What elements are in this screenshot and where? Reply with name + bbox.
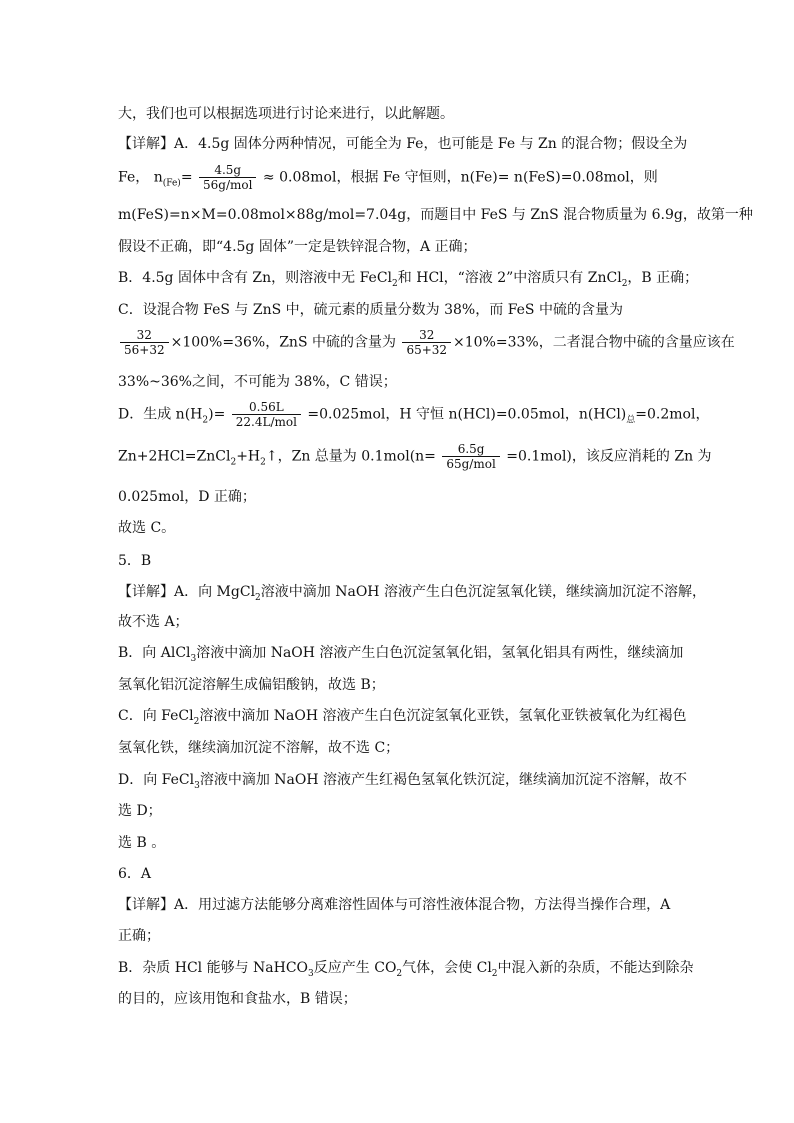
text-line: 故选 C。 <box>118 520 176 536</box>
text-line: B．向 AlCl$_3$溶液中滴加 NaOH 溶液产生白色沉淀氢氧化铝，氢氧化铝具有两性，继续滴加 <box>118 645 684 664</box>
formula-line: Fe， $n_{(Fe)}=$ $\frac{4.5g}{\text{56g/mol}}$ ≈ 0.08mol，根据 Fe 守恒则，n(Fe)= n(FeS)=0.08mol，则 <box>118 163 658 192</box>
text-line: 的目的，应该用饱和食盐水，B 错误； <box>118 991 357 1007</box>
text-line: 【详解】A．向 MgCl$_2$溶液中滴加 NaOH 溶液产生白色沉淀氢氧化镁，继续滴加沉淀不溶解， <box>118 584 706 603</box>
question-number: 6．A <box>118 866 152 882</box>
text-line: 故不选 A； <box>118 614 189 630</box>
text-line: 正确； <box>118 928 160 944</box>
text-line: 【详解】A．用过滤方法能够分离难溶性固体与可溶性液体混合物，方法得当操作合理，A <box>118 897 671 913</box>
formula-line: $\frac{32}{56+32}$ ×100%=36%，ZnS 中硫的含量为 $\frac{32}{65+32}$ ×10%=33%，二者混合物中硫的含量应该在 <box>118 328 735 357</box>
fraction: $\frac{0.56L}{\text{22.4L/mol}}$ <box>232 400 301 429</box>
text-line: 氢氧化铁，继续滴加沉淀不溶解，故不选 C； <box>118 740 400 756</box>
text-line: 氢氧化铝沉淀溶解生成偏铝酸钠，故选 B； <box>118 677 385 693</box>
text-line: C．向 FeCl$_2$溶液中滴加 NaOH 溶液产生白色沉淀氢氧化亚铁，氢氧化亚铁被氧化为红褐色 <box>118 708 687 727</box>
fraction: $\frac{32}{65+32}$ <box>402 328 451 357</box>
fraction: $\frac{32}{56+32}$ <box>120 328 169 357</box>
text-line: B．杂质 HCl 能够与 NaHCO$_3$反应产生 $CO_2$气体，会使 $Cl_2$中混入新的杂质，不能达到除杂 <box>118 960 694 979</box>
text-line: C．设混合物 FeS 与 ZnS 中，硫元素的质量分数为 38%，而 FeS 中硫的含量为 <box>118 302 623 318</box>
fraction: $\frac{6.5g}{\text{65g/mol}}$ <box>442 442 499 471</box>
formula-line: D．生成 $n(H_2)=$ $\frac{0.56L}{\text{22.4L/mol}}$ =0.025mol，H 守恒 n(HCl)=0.05mol，$n(HCl)_总=0.2mol$， <box>118 400 710 429</box>
text-line: B．4.5g 固体中含有 Zn，则溶液中无 FeCl$_2$和 HCl，“溶液 2”中溶质只有 ZnCl$_2$，B 正确； <box>118 270 699 289</box>
text-line: 大，我们也可以根据选项进行讨论来进行，以此解题。 <box>118 106 454 122</box>
text-line: m(FeS)=n×M=0.08mol×88g/mol=7.04g，而题目中 FeS 与 ZnS 混合物质量为 6.9g，故第一种 <box>118 207 753 223</box>
question-number: 5．B <box>118 553 152 569</box>
text-line: 33%~36%之间，不可能为 38%，C 错误； <box>118 374 397 390</box>
text-line: 【详解】A．4.5g 固体分两种情况，可能全为 Fe，也可能是 Fe 与 Zn 的混合物；假设全为 <box>118 136 688 152</box>
text-line: 假设不正确，即“4.5g 固体”一定是铁锌混合物，A 正确； <box>118 239 477 255</box>
text-line: D．向 FeCl$_3$溶液中滴加 NaOH 溶液产生红褐色氢氧化铁沉淀，继续滴加沉淀不溶解，故不 <box>118 772 688 791</box>
formula-line: $Zn+2HCl=ZnCl_2+H_2↑$，Zn 总量为 0.1mol(n= $\frac{6.5g}{\text{65g/mol}}$ =0.1mol)，该反应消耗的 Zn 为 <box>118 442 712 471</box>
text-line: 选 D； <box>118 803 162 819</box>
text-line: 0.025mol，D 正确； <box>118 489 256 505</box>
fraction: $\frac{4.5g}{\text{56g/mol}}$ <box>199 163 256 192</box>
text-line: 选 B 。 <box>118 835 166 851</box>
